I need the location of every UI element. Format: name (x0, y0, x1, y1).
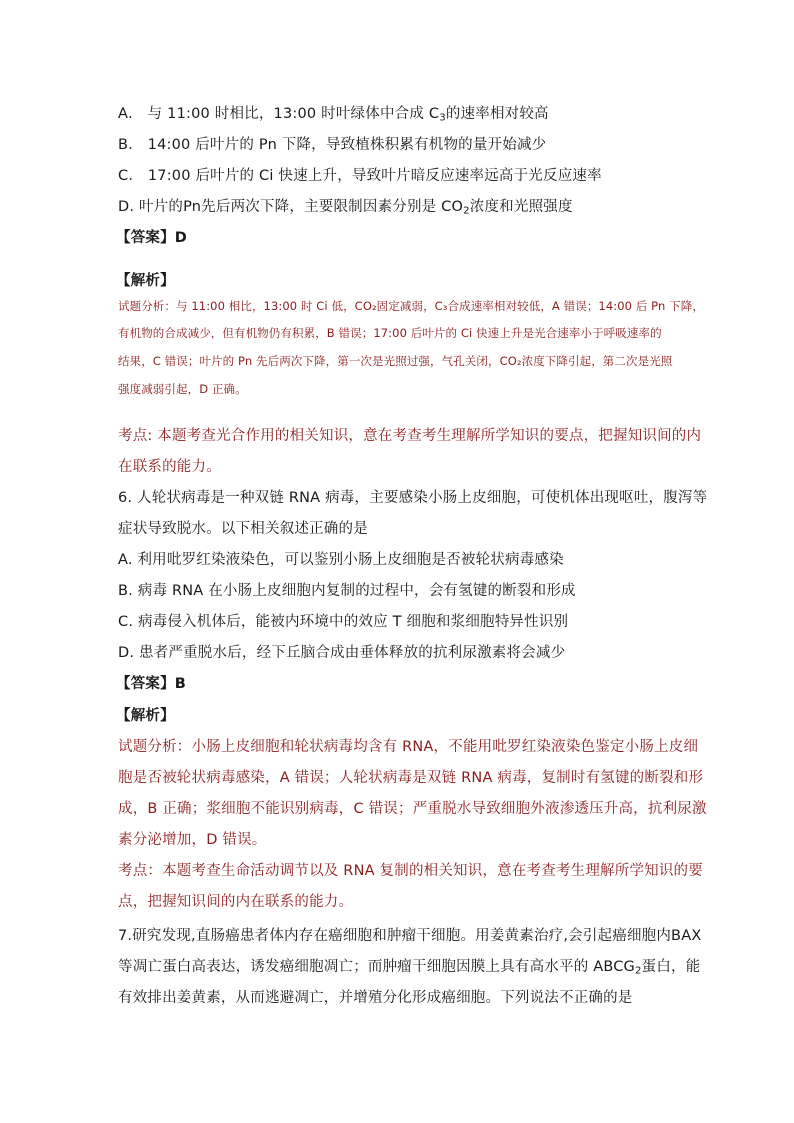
q5-answer: 【答案】D (116, 230, 188, 246)
q5-analysis-line: 有机物的合成减少，但有机物仍有积累，B 错误；17:00 后叶片的 Ci 快速上升是光合速率小于呼吸速率的 (118, 326, 662, 340)
q5-option-c (118, 166, 602, 186)
q6-analysis-line: 试题分析：小肠上皮细胞和轮状病毒均含有 RNA，不能用吡罗红染液染色鉴定小肠上皮细 (118, 739, 699, 755)
subscript: 3 (439, 112, 446, 124)
q7-stem-line (118, 957, 700, 982)
option-text: 17:00 后叶片的 Ci 快速上升，导致叶片暗反应速率远高于光反应速率 (147, 168, 602, 184)
q5-kaodian-line: 在联系的能力。 (118, 459, 221, 475)
q7-stem-line: 7.研究发现,直肠癌患者体内存在癌细胞和肿瘤干细胞。用姜黄素治疗,会引起癌细胞内BAX (118, 928, 702, 944)
q6-analysis-line: 胞是否被轮状病毒感染，A 错误；人轮状病毒是双链 RNA 病毒，复制时有氢键的断裂和形 (118, 770, 704, 786)
q6-analysis-heading: 【解析】 (116, 708, 175, 724)
option-text: 叶片的Pn先后两次下降，主要限制因素分别是 CO (139, 199, 464, 215)
q5-option-b (118, 135, 546, 155)
q6-kaodian-line: 考点：本题考查生命活动调节以及 RNA 复制的相关知识，意在考查考生理解所学知识的要 (118, 863, 703, 879)
q5-analysis-line: 强度减弱引起，D 正确。 (118, 382, 247, 396)
q6-stem-line: 6. 人轮状病毒是一种双链 RNA 病毒，主要感染小肠上皮细胞，可使机体出现呕吐，腹泻等 (118, 490, 708, 506)
option-label: A． (118, 106, 143, 122)
option-text-tail: 浓度和光照强度 (469, 199, 573, 215)
q6-kaodian-line: 点，把握知识间的内在联系的能力。 (118, 894, 354, 910)
q5-option-a (118, 104, 549, 129)
q6-stem-line: 症状导致脱水。以下相关叙述正确的是 (118, 521, 368, 537)
subscript: 2 (463, 205, 470, 217)
q5-analysis-heading: 【解析】 (116, 273, 175, 289)
q5-analysis-line: 试题分析：与 11:00 相比，13:00 时 Ci 低，CO₂固定减弱，C₃合成速率相对较低，A 错误；14:00 后 Pn 下降， (118, 299, 704, 313)
option-label: C． (118, 168, 144, 184)
q6-answer: 【答案】B (116, 676, 187, 692)
q6-analysis-line: 成，B 正确；浆细胞不能识别病毒，C 错误；严重脱水导致细胞外液渗透压升高，抗利尿激 (118, 801, 707, 817)
option-text-tail: 的速率相对较高 (445, 106, 549, 122)
q6-option-a: A. 利用吡罗红染液染色，可以鉴别小肠上皮细胞是否被轮状病毒感染 (118, 552, 564, 568)
q7-line2-tail: 蛋白，能 (641, 959, 701, 975)
option-label: D. (118, 199, 135, 215)
q7-line2-text: 等凋亡蛋白高表达，诱发癌细胞凋亡；而肿瘤干细胞因膜上具有高水平的 ABCG (118, 959, 635, 975)
subscript: 2 (634, 965, 642, 977)
option-text: 14:00 后叶片的 Pn 下降，导致植株积累有机物的量开始减少 (147, 137, 547, 153)
q6-option-b: B. 病毒 RNA 在小肠上皮细胞内复制的过程中，会有氢键的断裂和形成 (118, 583, 576, 599)
q6-option-c: C. 病毒侵入机体后，能被内环境中的效应 T 细胞和浆细胞特异性识别 (118, 614, 569, 630)
option-label: B． (118, 137, 143, 153)
q7-stem-line: 有效排出姜黄素，从而逃避凋亡，并增殖分化形成癌细胞。下列说法不正确的是 (118, 990, 633, 1006)
q5-kaodian-line: 考点: 本题考查光合作用的相关知识，意在考查考生理解所学知识的要点，把握知识间的内 (118, 428, 702, 444)
q6-option-d: D. 患者严重脱水后，经下丘脑合成由垂体释放的抗利尿激素将会减少 (118, 645, 566, 661)
q5-analysis-line: 结果，C 错误；叶片的 Pn 先后两次下降，第一次是光照过强，气孔关闭，CO₂浓度下降引起，第二次是光照 (118, 354, 673, 368)
q5-option-d (118, 197, 573, 222)
option-text: 与 11:00 时相比，13:00 时叶绿体中合成 C (147, 106, 440, 122)
q6-analysis-line: 素分泌增加，D 错误。 (118, 832, 267, 848)
